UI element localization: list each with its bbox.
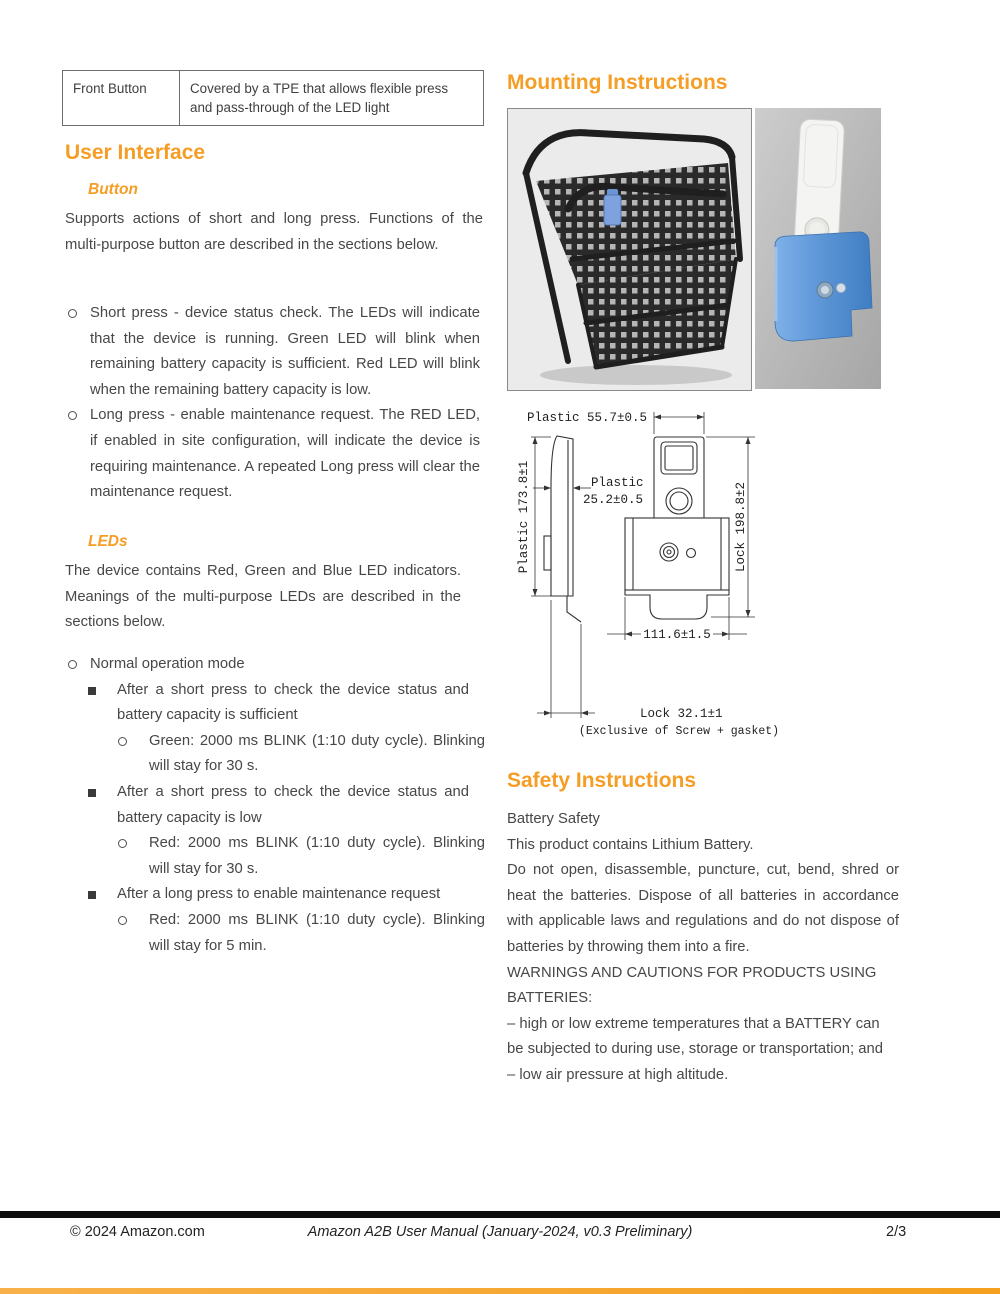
leds-subheading: LEDs [88,533,128,550]
square-bullet-icon [88,687,96,695]
mount-illustration [755,108,881,389]
dim-height-label: Plastic 173.8±1 [517,460,531,574]
safety-paragraph: – low air pressure at high altitude. [507,1066,729,1083]
cart-illustration [508,109,751,390]
circle-bullet-icon [118,916,127,925]
spec-description-cell: Covered by a TPE that allows flexible press and pass-through of the LED light [180,71,484,126]
list-item-text: After a long press to enable maintenance request [117,886,441,903]
dim-lock-note-label: (Exclusive of Screw + gasket) [578,725,780,738]
safety-paragraph: WARNINGS AND CAUTIONS FOR PRODUCTS USING BATTERIES: [507,964,877,1007]
list-item-text: Red: 2000 ms BLINK (1:10 duty cycle). Blinking will stay for 30 s. [149,835,485,877]
square-bullet-icon [88,891,96,899]
table-row [63,71,484,126]
list-item-text: After a short press to check the device status and battery capacity is sufficient [117,681,469,724]
safety-paragraph: – high or low extreme temperatures that a BATTERY can be subjected to during use, storage or transportation; and [507,1015,883,1058]
list-item-text: Short press - device status check. The LEDs will indicate that the device is running. Green LED will blink when remaining battery capacity is sufficient. Red LED will blink when the remaining battery capacity is low. [90,305,480,398]
safety-section [507,768,899,1089]
mount-photo-illustration [755,108,881,389]
leds-intro-paragraph: The device contains Red, Green and Blue LED indicators. Meanings of the multi-purpose LEDs are described in the sections below. [65,563,461,631]
dim-width-label: 111.6±1.5 [643,628,711,642]
list-item [65,882,483,908]
dim-lock-depth-label: Lock 32.1±1 [640,707,723,721]
list-item [65,301,483,403]
footer-copyright: © 2024 Amazon.com [70,1224,205,1240]
dimension-drawing [507,400,867,745]
safety-paragraph: Do not open, disassemble, puncture, cut, bend, shred or heat the batteries. Dispose of all batteries in accordance with applicable laws and regulations and do not dispose of batteries by throwing them into a fire. [507,862,899,955]
cart-photo-illustration [507,108,752,391]
safety-paragraph: Battery Safety [507,811,600,827]
list-item-text: After a short press to check the device status and battery capacity is low [117,783,469,826]
led-behavior-list [65,652,483,959]
mounting-instructions-heading: Mounting Instructions [507,71,728,94]
circle-bullet-icon [118,839,127,848]
spec-table [62,70,484,126]
list-item-text: Normal operation mode [90,656,245,672]
footer-page-number: 2/3 [886,1224,907,1240]
list-item-text: Green: 2000 ms BLINK (1:10 duty cycle). Blinking will stay for 30 s. [149,732,485,775]
safety-paragraph: This product contains Lithium Battery. [507,836,754,853]
technical-drawing [507,400,867,750]
button-bullet-list [65,301,483,506]
safety-instructions-heading: Safety Instructions [507,769,697,792]
footer-rule [0,1211,1000,1218]
dim-thickness-label-1: Plastic [591,476,644,490]
list-item-text: Long press - enable maintenance request. The RED LED, if enabled in site configuration, will indicate the device is requiring maintenance. A repeated Long press will clear the maintenance request. [90,407,480,501]
square-bullet-icon [88,789,96,797]
user-interface-heading: User Interface [65,141,206,164]
mounting-photos [507,108,881,391]
spec-term-cell: Front Button [63,71,180,126]
dim-top-label: Plastic 55.7±0.5 [526,411,647,425]
list-item [65,780,483,831]
button-intro-paragraph: Supports actions of short and long press. Functions of the multi-purpose button are described in the sections below. [65,211,483,253]
circle-bullet-icon [68,411,77,420]
circle-bullet-icon [68,309,77,318]
list-item-text: Red: 2000 ms BLINK (1:10 duty cycle). Blinking will stay for 5 min. [149,911,485,954]
list-item [65,403,483,505]
circle-bullet-icon [68,660,77,669]
list-item [65,729,483,780]
dim-lock-height-label: Lock 198.8±2 [734,481,748,573]
bottom-accent-bar [0,1288,1000,1294]
button-subheading: Button [88,181,138,198]
dim-thickness-label-2: 25.2±0.5 [583,493,644,507]
list-item [65,652,483,678]
list-item [65,908,483,959]
blue-clip [604,195,621,225]
footer-document-title: Amazon A2B User Manual (January-2024, v0.3 Preliminary) [307,1224,693,1240]
list-item [65,831,483,882]
circle-bullet-icon [118,737,127,746]
list-item [65,678,483,729]
